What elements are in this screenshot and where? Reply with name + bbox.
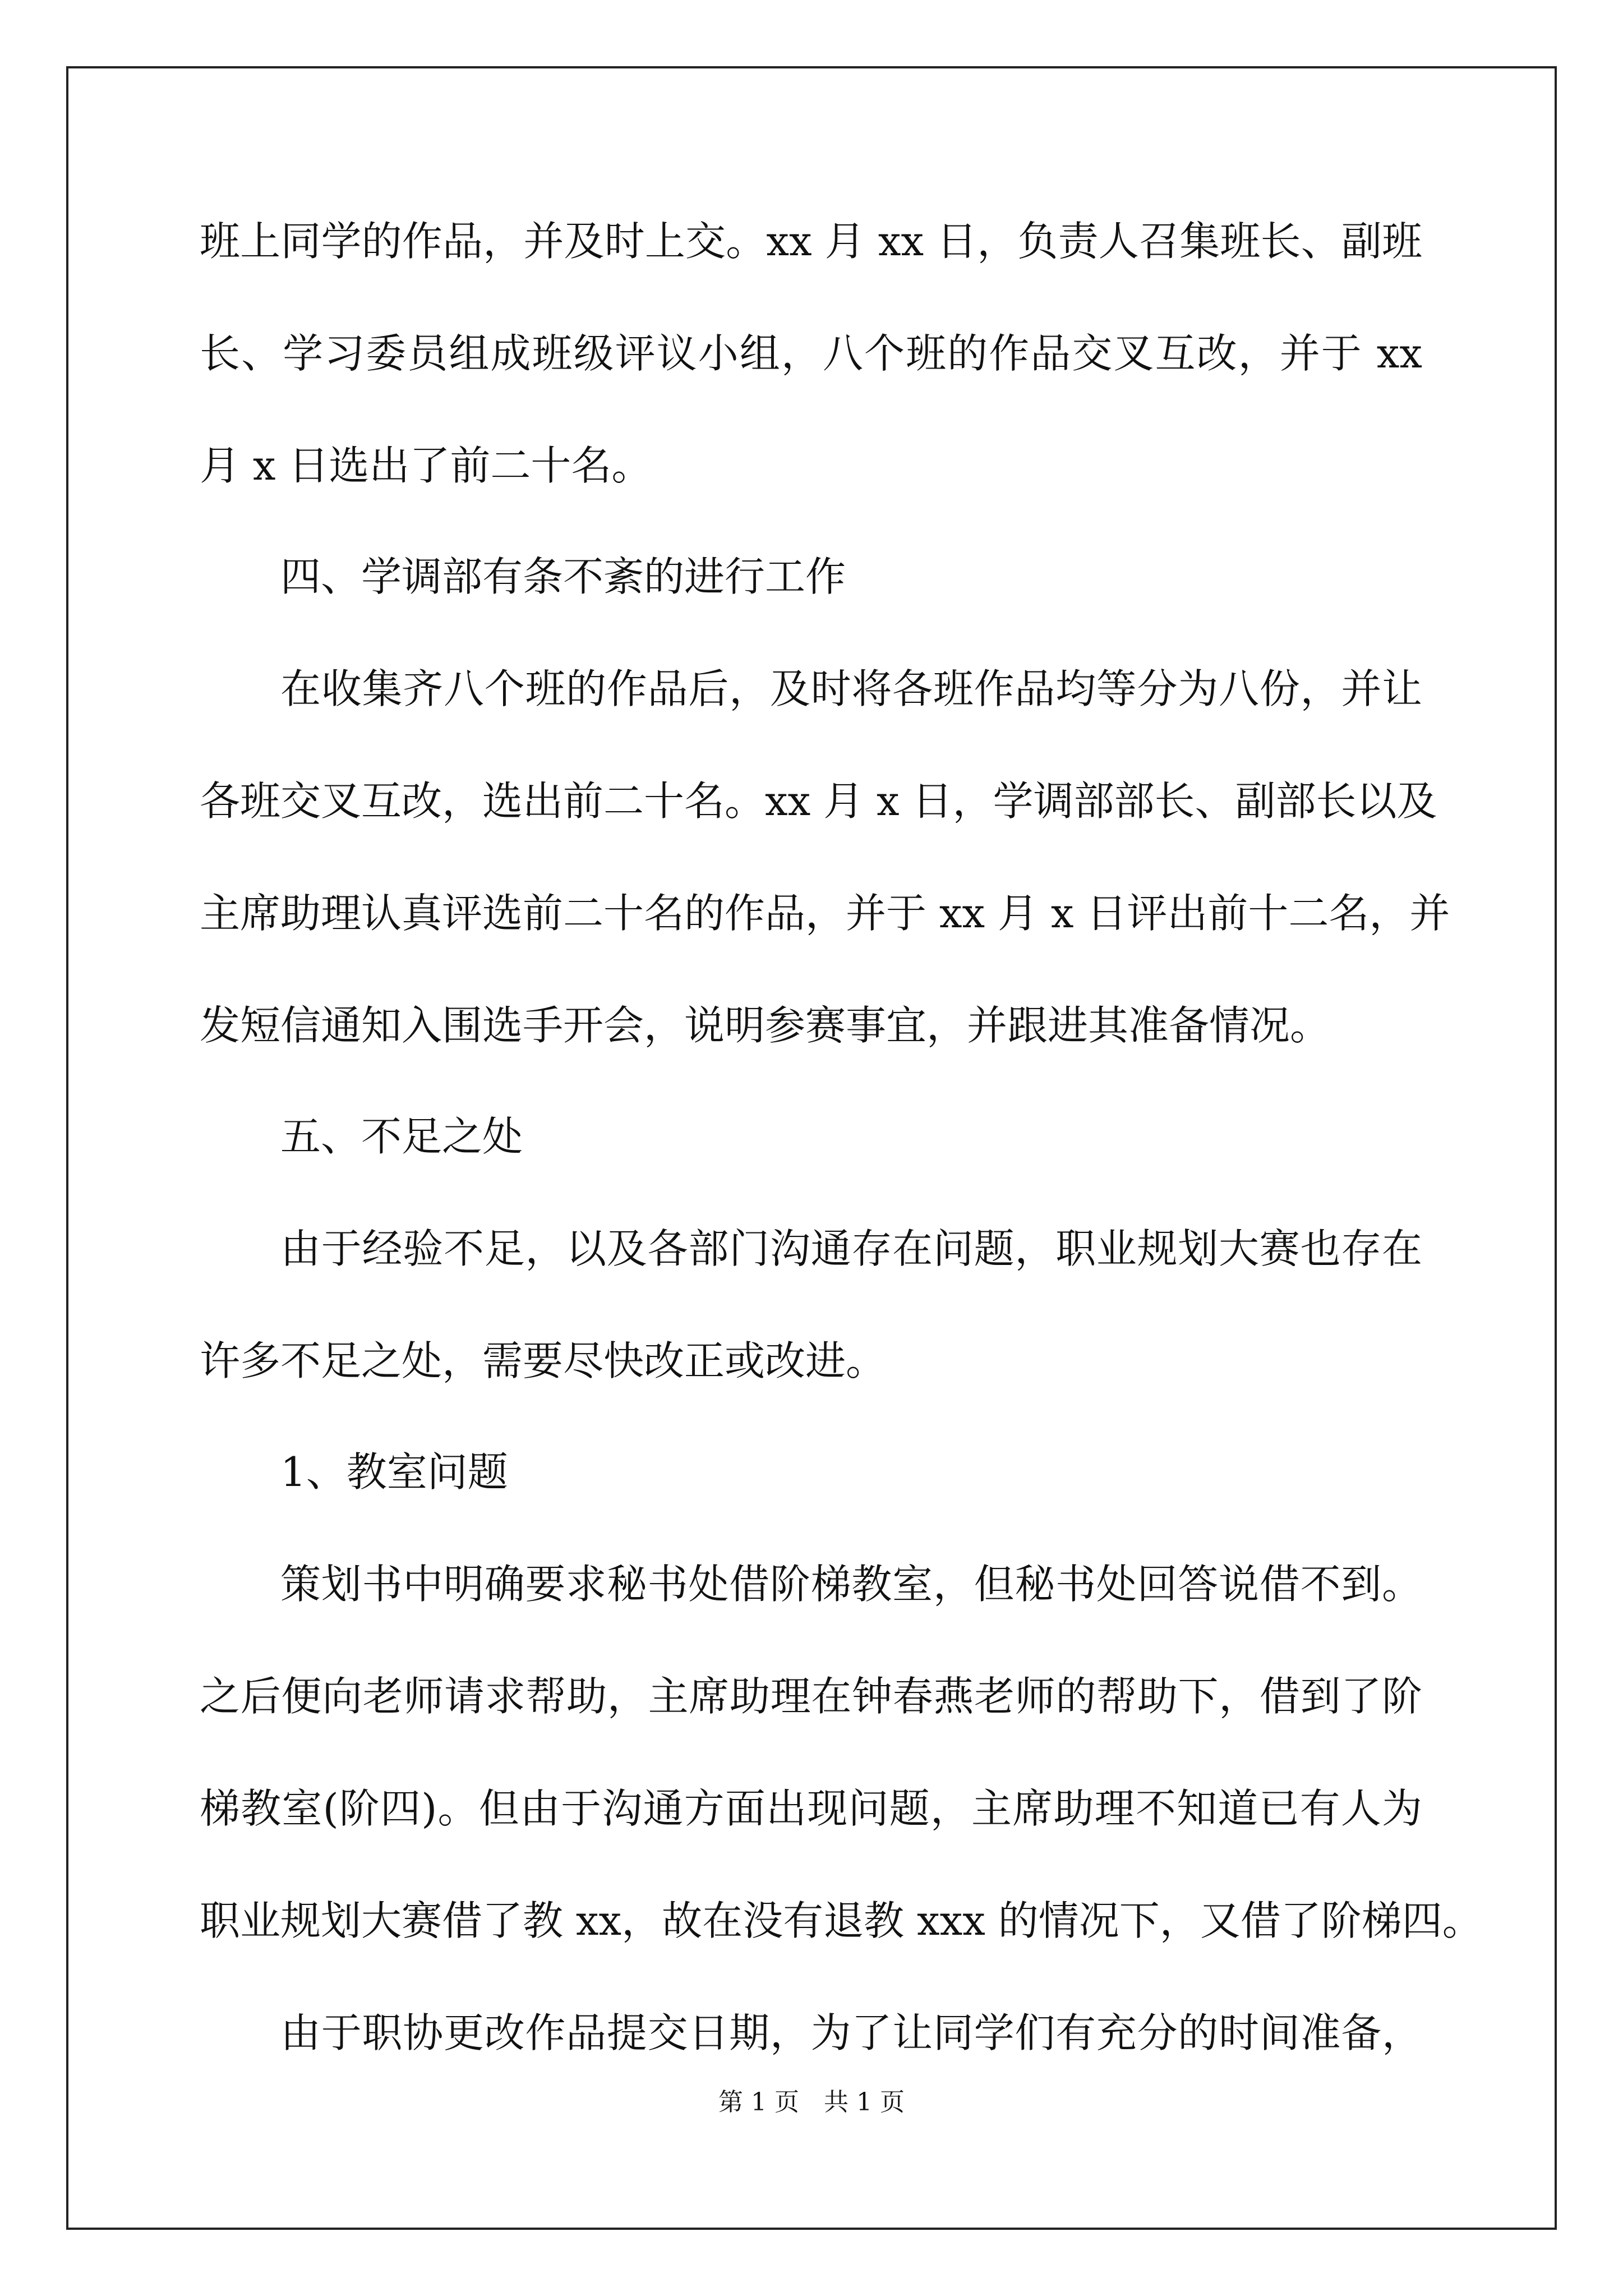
page-footer <box>0 2086 1623 2119</box>
text-line: 许多不足之处，需要尽快改正或改进。 <box>200 1337 887 1384</box>
text-line: 主席助理认真评选前二十名的作品，并于 xx 月 x 日评出前十二名，并 <box>200 890 1450 937</box>
text-line: 策划书中明确要求秘书处借阶梯教室，但秘书处回答说借不到。 <box>280 1561 1422 1608</box>
text-line: 发短信通知入围选手开会，说明参赛事宜，并跟进其准备情况。 <box>200 1002 1331 1049</box>
text-line: 职业规划大赛借了教 xx，故在没有退教 xxx 的情况下，又借了阶梯四。 <box>200 1897 1483 1944</box>
text-line: 之后便向老师请求帮助，主席助理在钟春燕老师的帮助下，借到了阶 <box>200 1673 1422 1720</box>
text-line: 由于经验不足，以及各部门沟通存在问题，职业规划大赛也存在 <box>280 1225 1422 1272</box>
text-line: 由于职协更改作品提交日期，为了让同学们有充分的时间准备， <box>280 2009 1422 2056</box>
text-line: 各班交叉互改，选出前二十名。xx 月 x 日，学调部部长、副部长以及 <box>200 777 1437 825</box>
page-number-total: 共 1 页 <box>824 2088 905 2116</box>
text-line: 班上同学的作品，并及时上交。xx 月 xx 日，负责人召集班长、副班 <box>200 218 1422 265</box>
text-line: 梯教室(阶四)。但由于沟通方面出现问题，主席助理不知道已有人为 <box>200 1785 1422 1832</box>
section-heading: 四、学调部有条不紊的进行工作 <box>280 553 846 600</box>
section-heading: 五、不足之处 <box>280 1113 523 1160</box>
text-line: 月 x 日选出了前二十名。 <box>200 442 652 489</box>
page-number-current: 第 1 页 <box>718 2088 799 2116</box>
text-line: 在收集齐八个班的作品后，及时将各班作品均等分为八份，并让 <box>280 665 1422 712</box>
subsection-heading: 1、教室问题 <box>280 1448 508 1496</box>
text-line: 长、学习委员组成班级评议小组，八个班的作品交叉互改，并于 xx <box>200 330 1422 377</box>
